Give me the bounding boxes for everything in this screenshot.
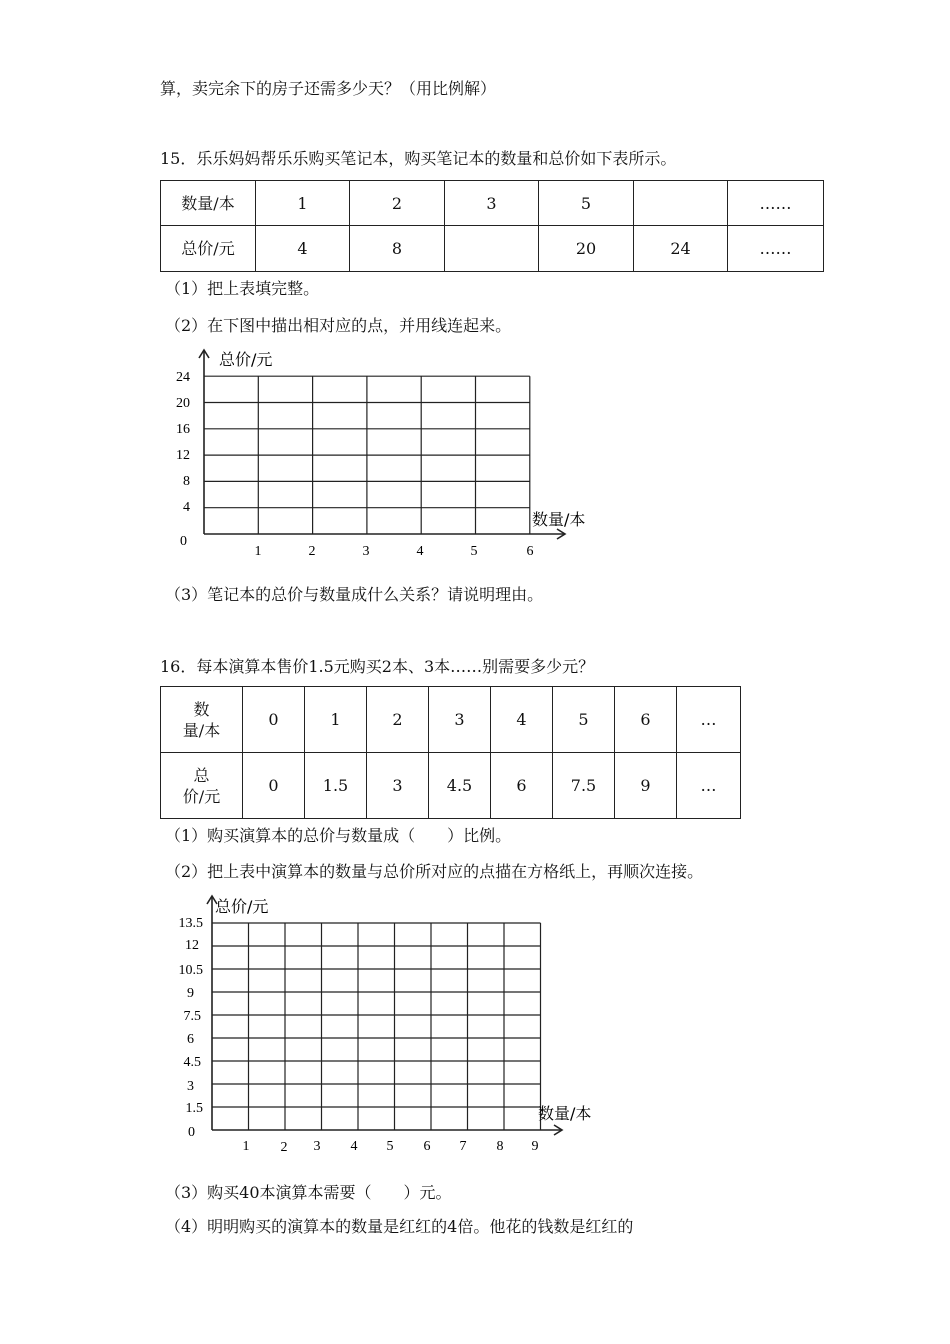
q16-table xyxy=(160,686,741,819)
y-tick-label: 9 xyxy=(187,986,194,1001)
table-row xyxy=(161,181,824,226)
y-tick-label: 16 xyxy=(176,422,190,437)
table-cell: …… xyxy=(728,226,824,272)
origin-label: 0 xyxy=(180,534,187,549)
table-cell: 24 xyxy=(634,226,728,272)
table-cell: 6 xyxy=(615,687,677,753)
table-cell: 1.5 xyxy=(305,753,367,819)
x-tick-label: 5 xyxy=(386,1139,394,1154)
table-cell: 4 xyxy=(491,687,553,753)
table-cell: 5 xyxy=(539,181,634,226)
table-cell: 4 xyxy=(256,226,350,272)
x-tick-label: 4 xyxy=(416,544,424,559)
table-cell: … xyxy=(677,687,741,753)
table-cell: 3 xyxy=(445,181,539,226)
x-tick-label: 2 xyxy=(308,544,316,559)
y-tick-label: 20 xyxy=(176,396,190,411)
blank-cell[interactable] xyxy=(445,226,539,272)
q16-grid-chart[interactable] xyxy=(160,890,600,1160)
table-cell: 8 xyxy=(350,226,445,272)
blank-cell[interactable] xyxy=(634,181,728,226)
y-tick-label: 4 xyxy=(183,500,190,515)
table-cell: 0 xyxy=(243,753,305,819)
table-cell: 4.5 xyxy=(429,753,491,819)
q16-part3: （3）购买40本演算本需要（ ）元。 xyxy=(165,1183,452,1202)
x-tick-label: 4 xyxy=(350,1139,358,1154)
x-tick-label: 5 xyxy=(470,544,478,559)
table-cell: 5 xyxy=(553,687,615,753)
x-tick-label: 3 xyxy=(313,1139,321,1154)
x-tick-label: 6 xyxy=(526,544,534,559)
q15-grid-chart[interactable] xyxy=(160,342,586,567)
x-tick-label: 7 xyxy=(459,1139,467,1154)
y-axis-label: 总价/元 xyxy=(219,350,273,369)
x-tick-label: 1 xyxy=(242,1139,250,1154)
table-cell: 总价/元 xyxy=(161,226,256,272)
x-tick-label: 8 xyxy=(496,1139,504,1154)
y-tick-label: 24 xyxy=(176,370,190,385)
y-tick-label: 12 xyxy=(185,938,199,953)
x-tick-label: 6 xyxy=(423,1139,431,1154)
y-tick-label: 6 xyxy=(187,1032,194,1047)
table-cell: 3 xyxy=(367,753,429,819)
table-cell: 2 xyxy=(367,687,429,753)
q15-part2: （2）在下图中描出相对应的点，并用线连起来。 xyxy=(165,316,512,335)
table-cell: … xyxy=(677,753,741,819)
table-row xyxy=(161,753,741,819)
x-tick-label: 3 xyxy=(362,544,370,559)
table-cell: 总 价/元 xyxy=(161,753,243,819)
table-cell: 1 xyxy=(305,687,367,753)
q16-part1: （1）购买演算本的总价与数量成（ ）比例。 xyxy=(165,826,512,845)
q16-part4: （4）明明购买的演算本的数量是红红的4倍。他花的钱数是红红的 xyxy=(165,1217,634,1236)
q15-part3: （3）笔记本的总价与数量成什么关系？请说明理由。 xyxy=(165,585,544,604)
y-tick-label: 13.5 xyxy=(178,916,203,931)
table-cell: 数量/本 xyxy=(161,181,256,226)
x-axis-label: 数量/本 xyxy=(532,510,586,529)
x-tick-label: 2 xyxy=(280,1140,288,1155)
table-row xyxy=(161,687,741,753)
table-cell: 1 xyxy=(256,181,350,226)
table-cell: 3 xyxy=(429,687,491,753)
y-tick-label: 12 xyxy=(176,448,190,463)
y-tick-label: 3 xyxy=(187,1079,194,1094)
y-tick-label: 7.5 xyxy=(183,1009,201,1024)
q15-table xyxy=(160,180,824,272)
q16-title: 16．每本演算本售价1.5元购买2本、3本……别需要多少元？ xyxy=(160,657,595,676)
x-tick-label: 1 xyxy=(254,544,262,559)
y-tick-label: 1.5 xyxy=(185,1101,203,1116)
y-tick-label: 8 xyxy=(183,474,190,489)
table-cell: 20 xyxy=(539,226,634,272)
continued-question-text: 算，卖完余下的房子还需多少天？（用比例解） xyxy=(160,79,497,98)
y-axis-label: 总价/元 xyxy=(215,897,269,916)
x-axis-label: 数量/本 xyxy=(538,1104,592,1123)
table-cell: 9 xyxy=(615,753,677,819)
q15-part1: （1）把上表填完整。 xyxy=(165,279,320,298)
table-cell: …… xyxy=(728,181,824,226)
table-cell: 6 xyxy=(491,753,553,819)
x-tick-label: 9 xyxy=(531,1139,539,1154)
table-cell: 0 xyxy=(243,687,305,753)
table-cell: 2 xyxy=(350,181,445,226)
table-row xyxy=(161,226,824,272)
q15-title: 15．乐乐妈妈帮乐乐购买笔记本，购买笔记本的数量和总价如下表所示。 xyxy=(160,149,677,168)
y-tick-label: 4.5 xyxy=(183,1055,201,1070)
y-tick-label: 10.5 xyxy=(178,963,203,978)
table-cell: 7.5 xyxy=(553,753,615,819)
q16-part2: （2）把上表中演算本的数量与总价所对应的点描在方格纸上，再顺次连接。 xyxy=(165,862,704,881)
table-cell: 数 量/本 xyxy=(161,687,243,753)
origin-label: 0 xyxy=(188,1125,195,1140)
